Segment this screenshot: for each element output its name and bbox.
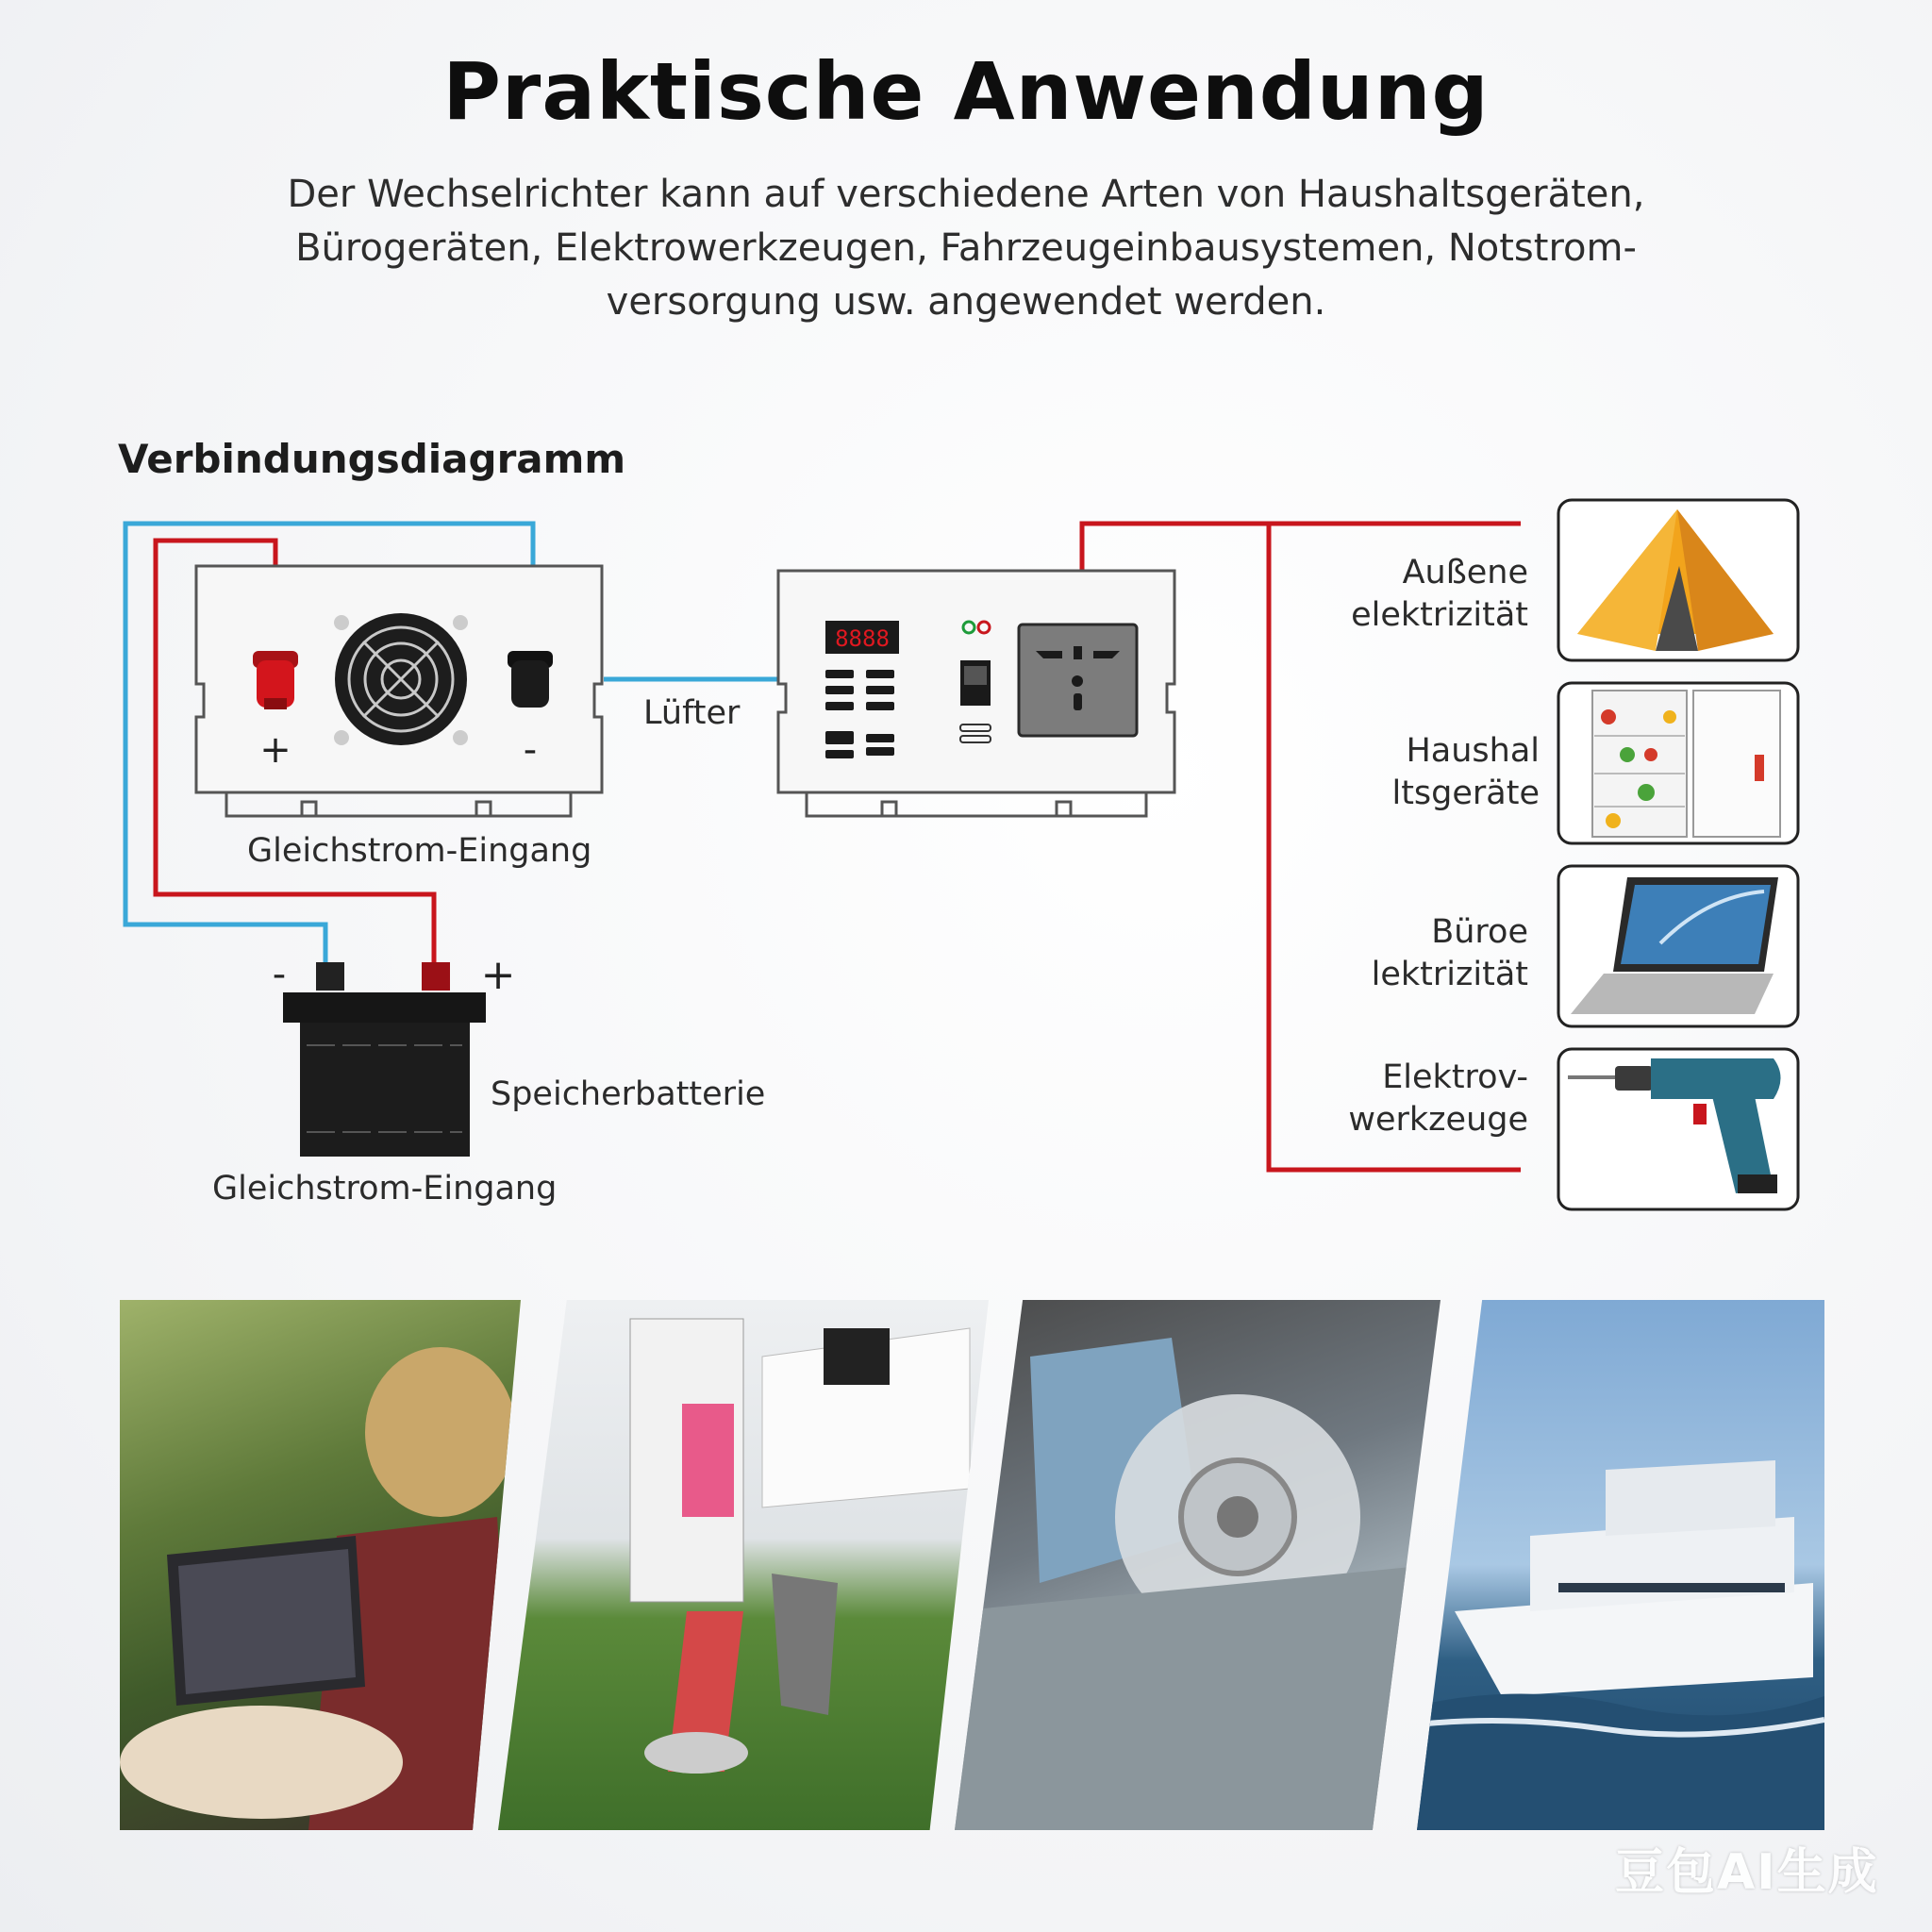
ac-outlet-icon — [1019, 625, 1137, 736]
fan-label: Lüfter — [643, 694, 741, 732]
diagram-heading: Verbindungsdiagramm — [118, 436, 626, 482]
device-label-household: Haushal ltsgeräte — [1391, 732, 1540, 812]
device-box-refrigerator — [1558, 683, 1798, 843]
device-box-laptop — [1558, 866, 1798, 1026]
device-label-office: Büroe lektrizität — [1371, 913, 1528, 993]
page-subtitle: Der Wechselrichter kann auf verschiedene Arten von Haushaltsgeräten, Bürogeräten, Elektrowerkzeugen, Fahrzeugeinbausystemen, Notstrom- versorgung usw. angewendet werden. — [287, 173, 1645, 324]
page-title: Praktische Anwendung — [442, 45, 1490, 138]
inverter-rear-panel — [196, 566, 602, 816]
led-display-digits: 8888 — [835, 625, 890, 652]
yacht-scene — [1417, 1300, 1824, 1830]
negative-terminal-icon — [508, 651, 553, 708]
device-label-tools: Elektrov- werkzeuge — [1348, 1058, 1528, 1139]
positive-terminal-icon — [253, 651, 298, 709]
grinder-scene — [955, 1300, 1441, 1830]
battery-minus-sign: - — [272, 953, 287, 996]
dc-input-label-bottom: Gleichstrom-Eingang — [212, 1170, 558, 1208]
dc-input-label-top: Gleichstrom-Eingang — [247, 832, 592, 870]
battery-icon — [283, 962, 486, 1157]
device-label-outdoor: Außene elektrizität — [1351, 554, 1528, 634]
rear-plus-sign: + — [259, 728, 291, 772]
fan-icon — [334, 613, 468, 745]
camper-scene — [498, 1300, 989, 1830]
device-box-drill — [1558, 1049, 1798, 1209]
inverter-front-panel — [778, 571, 1174, 816]
photo-camper-picnic — [498, 1300, 989, 1830]
battery-plus-sign: + — [480, 951, 516, 999]
photo-yacht-sea — [1417, 1300, 1824, 1830]
rear-minus-sign: - — [523, 728, 538, 772]
photo-laptop-outdoors — [120, 1300, 521, 1830]
photo-angle-grinder — [955, 1300, 1441, 1830]
watermark: 豆包AI生成 — [1615, 1844, 1879, 1901]
device-box-tent — [1558, 500, 1798, 660]
battery-label: Speicherbatterie — [491, 1075, 766, 1113]
laptop-person-scene — [120, 1300, 521, 1830]
